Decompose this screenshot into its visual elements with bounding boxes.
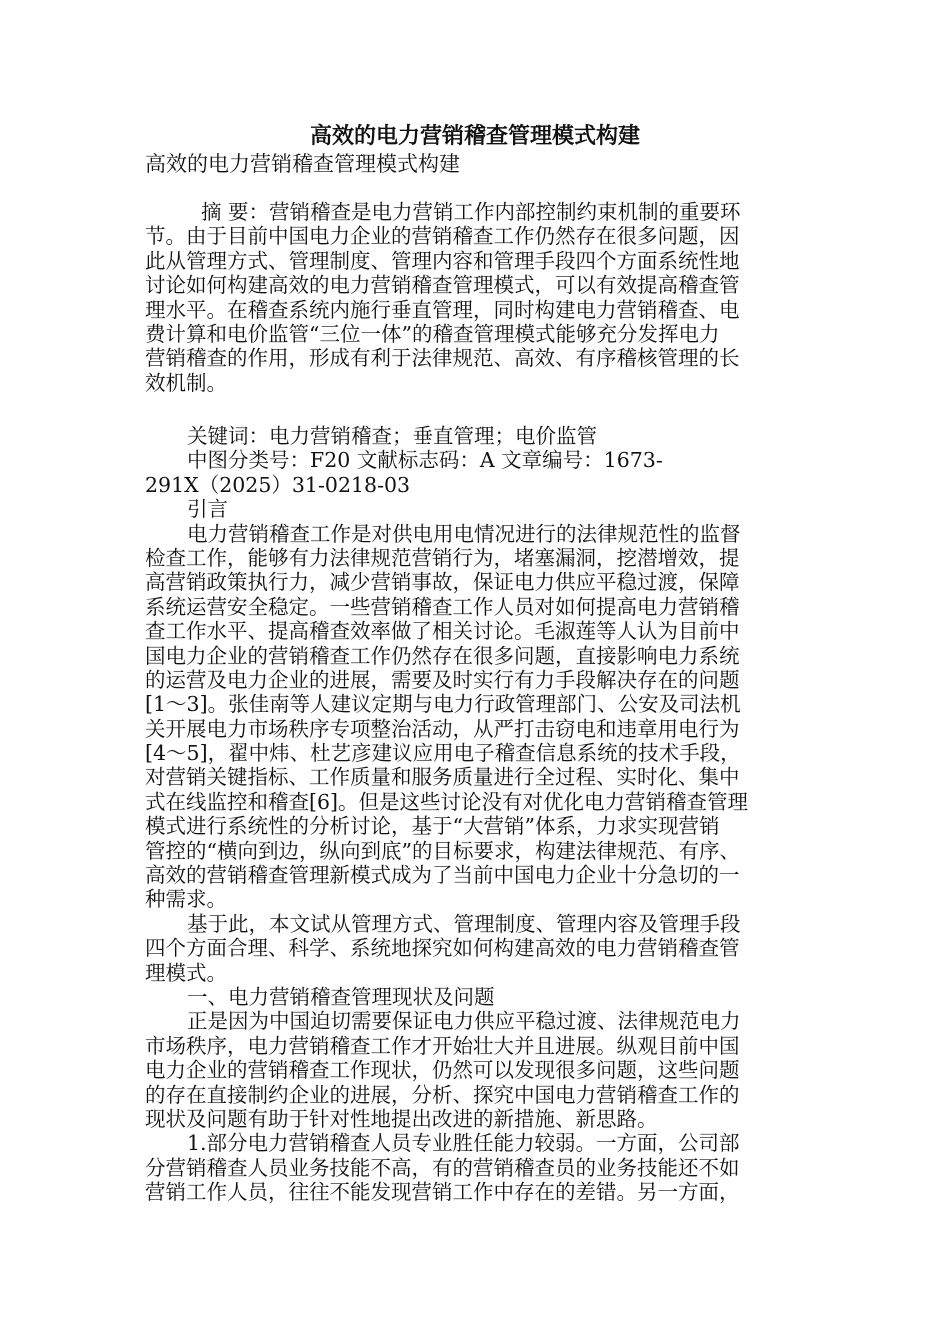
intro-para1-line: 查工作水平、提高稽查效率做了相关讨论。毛淑莲等人认为目前中 <box>145 619 740 644</box>
intro-para1-line: 系统运营安全稳定。一些营销稽查工作人员对如何提高电力营销稽 <box>145 594 740 619</box>
intro-para1-line: 种需求。 <box>145 887 227 912</box>
intro-para1-line: 电力营销稽查工作是对供电用电情况进行的法律规范性的监督 <box>187 521 741 546</box>
intro-para1-line: 式在线监控和稽查[6]。但是这些讨论没有对优化电力营销稽查管理 <box>145 789 749 814</box>
intro-para2-line: 基于此，本文试从管理方式、管理制度、管理内容及管理手段 <box>187 911 741 936</box>
intro-para1-line: 关开展电力市场秩序专项整治活动，从严打击窃电和违章用电行为 <box>145 716 740 741</box>
article-body <box>145 424 805 1205</box>
intro-para1-line: 管控的“横向到边，纵向到底”的目标要求，构建法律规范、有序、 <box>145 838 740 863</box>
section1-para-line: 现状及问题有助于针对性地提出改进的新措施、新思路。 <box>145 1106 658 1131</box>
document-title: 高效的电力营销稽查管理模式构建 <box>309 123 640 149</box>
abstract-line: 讨论如何构建高效的电力营销稽查管理模式，可以有效提高稽查管 <box>145 273 740 298</box>
abstract-line: 效机制。 <box>145 370 227 395</box>
classification-line: 中图分类号：F20 文献标志码：A 文章编号：1673- <box>187 448 663 473</box>
section1-para-line: 的存在直接制约企业的进展，分析、探究中国电力营销稽查工作的 <box>145 1082 740 1107</box>
section-heading-intro: 引言 <box>187 497 228 522</box>
intro-para1-line: 模式进行系统性的分析讨论，基于“大营销”体系，力求实现营销 <box>145 814 720 839</box>
abstract-line: 费计算和电价监管“三位一体”的稽查管理模式能够充分发挥电力 <box>145 321 720 346</box>
abstract-line: 此从管理方式、管理制度、管理内容和管理手段四个方面系统性地 <box>145 248 740 273</box>
intro-para1-line: 国电力企业的营销稽查工作仍然存在很多问题，直接影响电力系统 <box>145 643 740 668</box>
abstract-line: 理水平。在稽查系统内施行垂直管理，同时构建电力营销稽查、电 <box>145 297 740 322</box>
abstract-line: 营销稽查的作用，形成有利于法律规范、高效、有序稽核管理的长 <box>145 346 740 371</box>
section-heading-1: 一、电力营销稽查管理现状及问题 <box>187 984 495 1009</box>
point1-line: 营销工作人员，往往不能发现营销工作中存在的差错。另一方面， <box>145 1180 740 1205</box>
intro-para2-line: 理模式。 <box>145 960 227 985</box>
keywords: 关键词：电力营销稽查；垂直管理；电价监管 <box>187 424 597 448</box>
intro-para1-line: 的运营及电力企业的进展，需要及时实行有力手段解决存在的问题 <box>145 667 740 692</box>
section1-para-line: 市场秩序，电力营销稽查工作才开始壮大并且进展。纵观目前中国 <box>145 1033 740 1058</box>
classification-line: 291X（2025）31-0218-03 <box>145 472 411 497</box>
point1-line: 分营销稽查人员业务技能不高，有的营销稽查员的业务技能还不如 <box>145 1155 740 1180</box>
intro-para2-line: 四个方面合理、科学、系统地探究如何构建高效的电力营销稽查管 <box>145 936 740 961</box>
intro-para1-line: 高营销政策执行力，减少营销事故，保证电力供应平稳过渡，保障 <box>145 570 740 595</box>
document-subtitle: 高效的电力营销稽查管理模式构建 <box>145 152 460 176</box>
intro-para1-line: 对营销关键指标、工作质量和服务质量进行全过程、实时化、集中 <box>145 765 740 790</box>
abstract-line: 节。由于目前中国电力企业的营销稽查工作仍然存在很多问题，因 <box>145 224 740 249</box>
intro-para1-line: [4～5]，翟中炜、杜艺彦建议应用电子稽查信息系统的技术手段， <box>145 741 741 766</box>
intro-para1-line: 高效的营销稽查管理新模式成为了当前中国电力企业十分急切的一 <box>145 863 740 888</box>
abstract-line: 摘 要：营销稽查是电力营销工作内部控制约束机制的重要环 <box>201 200 741 224</box>
abstract-block <box>145 200 805 395</box>
intro-para1-line: [1～3]。张佳南等人建议定期与电力行政管理部门、公安及司法机 <box>145 692 741 717</box>
section1-para-line: 正是因为中国迫切需要保证电力供应平稳过渡、法律规范电力 <box>187 1009 741 1034</box>
section1-para-line: 电力企业的营销稽查工作现状，仍然可以发现很多问题，这些问题 <box>145 1058 740 1083</box>
point1-line: 1.部分电力营销稽查人员专业胜任能力较弱。一方面，公司部 <box>187 1131 740 1156</box>
intro-para1-line: 检查工作，能够有力法律规范营销行为，堵塞漏洞，挖潜增效，提 <box>145 545 740 570</box>
